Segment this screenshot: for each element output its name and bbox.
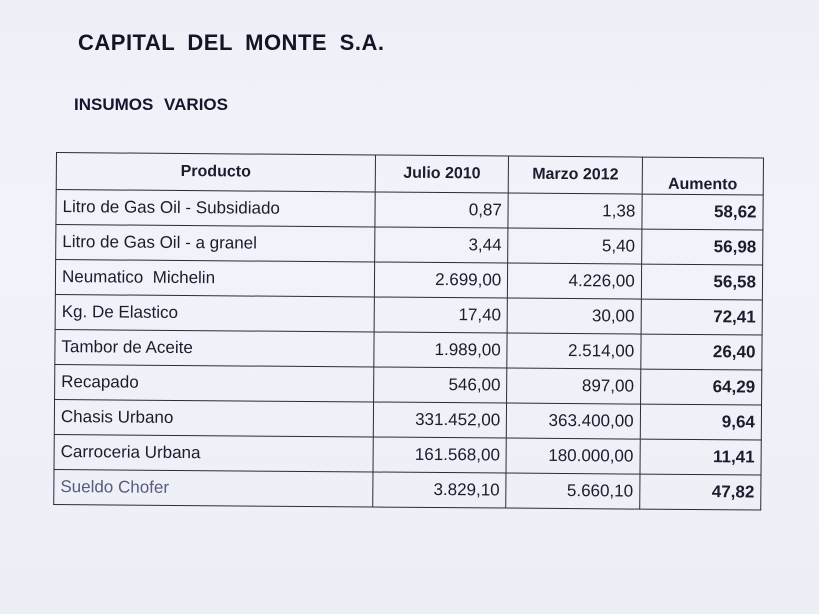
table-row	[55, 329, 762, 370]
column-header-aumento: Aumento	[642, 157, 764, 195]
cell-producto: Kg. De Elastico	[55, 294, 374, 332]
cell-marzo: 1,38	[508, 193, 642, 229]
cell-marzo: 30,00	[507, 298, 641, 334]
cell-aumento: 64,29	[640, 369, 762, 405]
cell-julio: 331.452,00	[373, 402, 507, 438]
cell-producto: Sueldo Chofer	[54, 469, 373, 507]
column-header-marzo-2012: Marzo 2012	[509, 156, 643, 194]
cell-julio: 2.699,00	[374, 262, 508, 298]
table-row	[55, 364, 762, 405]
cell-aumento: 58,62	[642, 194, 764, 230]
cell-marzo: 5.660,10	[506, 473, 640, 509]
cell-aumento: 11,41	[640, 439, 762, 475]
cell-julio: 17,40	[374, 297, 508, 333]
column-header-julio-2010: Julio 2010	[375, 155, 509, 193]
company-title: CAPITAL DEL MONTE S.A.	[78, 30, 385, 55]
table-row	[55, 294, 762, 335]
table-header-row	[56, 153, 763, 196]
cell-producto: Litro de Gas Oil - a granel	[56, 225, 375, 263]
cell-producto: Carroceria Urbana	[54, 434, 373, 472]
cell-marzo: 2.514,00	[507, 333, 641, 369]
cell-producto: Recapado	[55, 364, 374, 402]
cell-aumento: 47,82	[639, 474, 761, 510]
table-row	[54, 434, 761, 475]
cell-aumento: 26,40	[641, 334, 763, 370]
cell-julio: 546,00	[373, 367, 507, 403]
cell-aumento: 56,98	[641, 229, 763, 265]
cell-julio: 161.568,00	[373, 437, 507, 473]
cell-julio: 1.989,00	[374, 332, 508, 368]
cell-marzo: 5,40	[508, 228, 642, 264]
table-row	[56, 225, 763, 266]
cell-marzo: 897,00	[507, 368, 641, 404]
table-row	[55, 260, 762, 301]
column-header-producto: Producto	[56, 153, 375, 193]
cell-aumento: 72,41	[641, 299, 763, 335]
insumos-table	[53, 152, 764, 511]
cell-marzo: 180.000,00	[506, 438, 640, 474]
cell-marzo: 4.226,00	[508, 263, 642, 299]
section-title: INSUMOS VARIOS	[74, 95, 228, 114]
table-row	[54, 399, 761, 440]
cell-producto: Chasis Urbano	[54, 399, 373, 437]
cell-julio: 3,44	[375, 227, 509, 263]
cell-producto: Tambor de Aceite	[55, 329, 374, 367]
table-row	[54, 469, 761, 510]
cell-producto: Litro de Gas Oil - Subsidiado	[56, 190, 375, 228]
cell-marzo: 363.400,00	[507, 403, 641, 439]
table-row	[56, 190, 763, 231]
cell-aumento: 56,58	[641, 264, 763, 300]
cell-julio: 0,87	[375, 192, 509, 228]
cell-aumento: 9,64	[640, 404, 762, 440]
cell-producto: Neumatico Michelin	[55, 260, 374, 298]
cell-julio: 3.829,10	[373, 472, 507, 508]
